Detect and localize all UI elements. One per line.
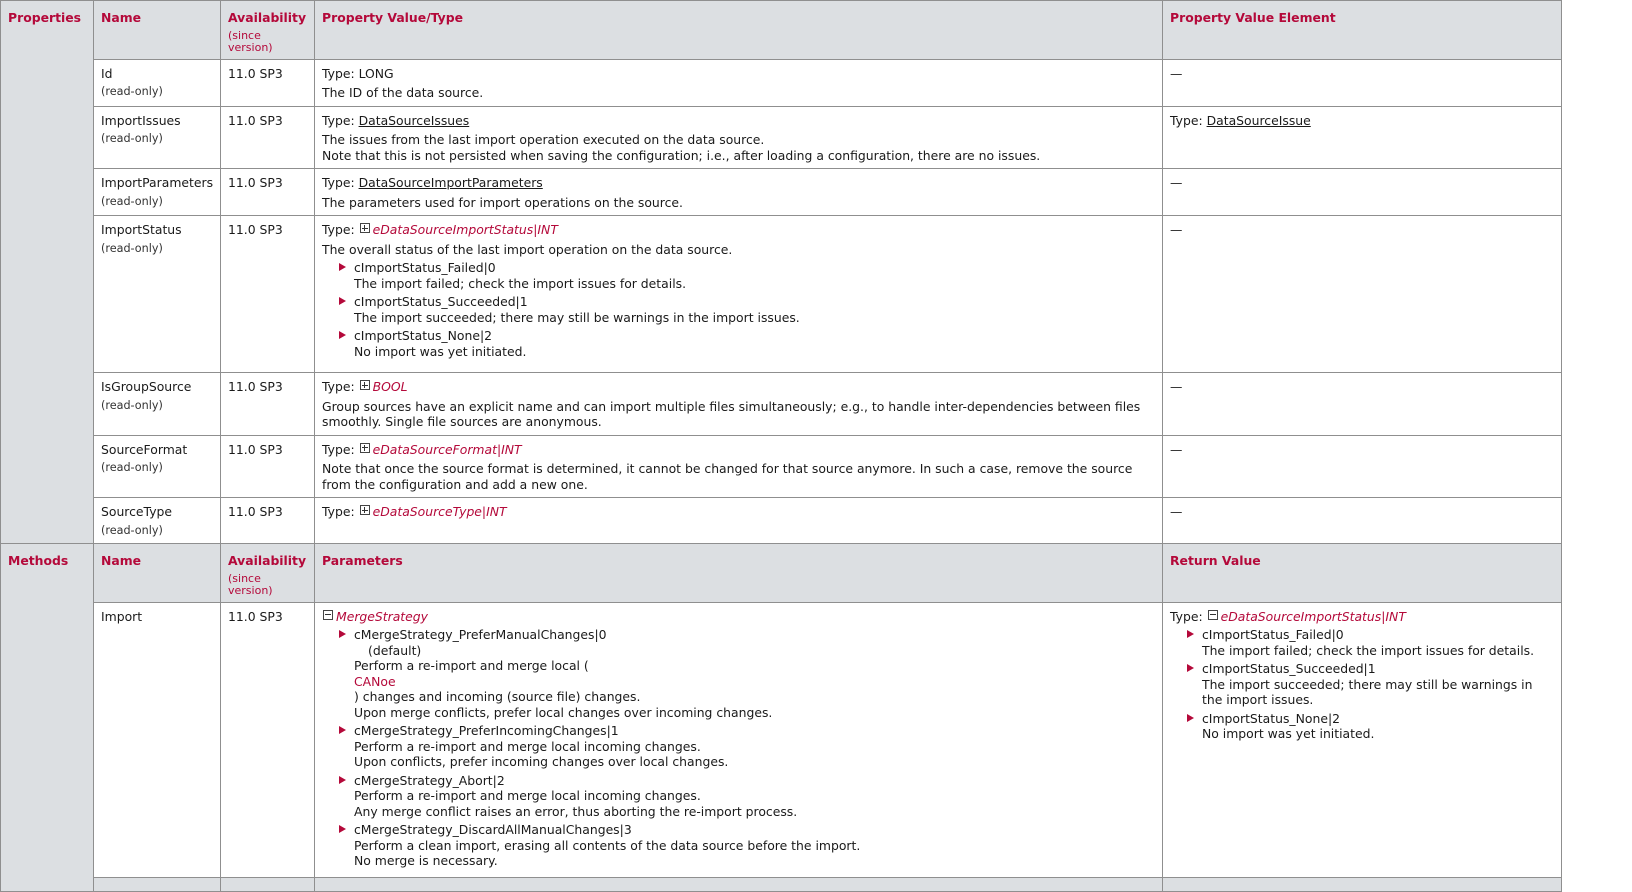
param-value-desc: Perform a re-import and merge local (: [354, 658, 589, 673]
enum-value-desc: No import was yet initiated.: [354, 343, 527, 359]
property-name-cell: [94, 373, 221, 436]
value-type-cell: [315, 169, 1163, 216]
return-value-name: cImportStatus_Failed|0: [1202, 627, 1344, 642]
type-prefix: Type:: [1170, 608, 1207, 624]
read-only-note: (read-only): [101, 523, 163, 537]
value-element: —: [1163, 373, 1562, 436]
description: The parameters used for import operations on the source.: [322, 194, 683, 210]
value-element-cell: [1163, 106, 1562, 169]
collapse-minus-icon[interactable]: [1208, 610, 1218, 620]
properties-header-row: [1, 1, 1562, 60]
availability-value: 11.0 SP3: [221, 106, 315, 169]
value-element: —: [1163, 169, 1562, 216]
return-value-item: [1187, 711, 1554, 742]
param-value-desc2: No merge is necessary.: [354, 853, 498, 868]
availability-sub: (since version): [228, 571, 273, 597]
property-name: ImportStatus: [101, 222, 182, 237]
description: Group sources have an explicit name and can import multiple files simultaneously; e.g., to handle inter-dependencies between files smoothly. Single file sources are anonymous.: [322, 398, 1141, 429]
return-value-item: [1187, 627, 1554, 658]
col-header-name: Name: [94, 1, 221, 60]
param-value-desc2: Upon conflicts, prefer incoming changes over local changes.: [354, 754, 729, 769]
availability-value: 11.0 SP3: [221, 373, 315, 436]
property-row-importstatus: [1, 216, 1562, 373]
enum-type-name[interactable]: eDataSourceFormat|INT: [372, 441, 522, 457]
availability-label: Availability: [228, 553, 307, 568]
return-value-desc: The import succeeded; there may still be warnings in the import issues.: [1202, 676, 1533, 707]
availability-value: 11.0 SP3: [221, 498, 315, 544]
return-value-cell: [1163, 602, 1562, 877]
col-header-value-element: Property Value Element: [1163, 1, 1562, 60]
description: The ID of the data source.: [322, 85, 484, 100]
type-prefix: Type:: [322, 504, 359, 519]
enum-value-item: [339, 328, 1155, 359]
collapse-minus-icon[interactable]: [323, 610, 333, 620]
enum-type-name[interactable]: eDataSourceType|INT: [372, 504, 507, 519]
enum-value-desc: The import succeeded; there may still be warnings in the import issues.: [354, 309, 800, 325]
return-value-desc: No import was yet initiated.: [1202, 726, 1375, 741]
description-note: Note that this is not persisted when saving the configuration; i.e., after loading a configuration, there are no issues.: [322, 147, 1041, 163]
property-row-sourcetype: [1, 498, 1562, 544]
col-header-value-type: Property Value/Type: [315, 1, 1163, 60]
default-marker: (default): [368, 642, 422, 658]
parameters-cell: [315, 602, 1163, 877]
type-prefix: Type:: [322, 222, 359, 237]
param-value-desc: ) changes and incoming (source file) changes.: [354, 689, 641, 704]
return-type-name[interactable]: eDataSourceImportStatus|INT: [1220, 608, 1406, 624]
property-name-cell: [94, 169, 221, 216]
param-value-item: [339, 627, 1155, 720]
availability-sub: (since version): [228, 28, 273, 54]
type-link-datasourceissue[interactable]: DataSourceIssue: [1206, 112, 1311, 128]
expand-plus-icon[interactable]: [360, 505, 370, 515]
param-value-desc: Perform a clean import, erasing all contents of the data source before the import.: [354, 837, 861, 853]
type-prefix: Type:: [1170, 112, 1207, 128]
property-name: ImportParameters: [101, 175, 214, 190]
read-only-note: (read-only): [101, 398, 163, 412]
availability-value: 11.0 SP3: [221, 59, 315, 106]
description: Note that once the source format is determined, it cannot be changed for that source anymore. In such a case, remove the source from the configuration and add a new one.: [322, 461, 1133, 492]
methods-header-row: [1, 544, 1562, 603]
type-link-datasourceissues[interactable]: DataSourceIssues: [358, 112, 470, 128]
col-header-name: Name: [94, 544, 221, 603]
type-name: LONG: [358, 65, 394, 81]
availability-value: 11.0 SP3: [221, 169, 315, 216]
enum-value-list: [322, 260, 1155, 359]
read-only-note: (read-only): [101, 85, 163, 98]
enum-type-name[interactable]: eDataSourceImportStatus|INT: [372, 222, 558, 237]
param-value-name: cMergeStrategy_DiscardAllManualChanges|3: [354, 822, 632, 837]
read-only-note: (read-only): [101, 132, 163, 145]
availability-label: Availability: [228, 10, 307, 25]
description: The overall status of the last import operation on the data source.: [322, 241, 733, 257]
param-value-desc2: Upon merge conflicts, prefer local changes over incoming changes.: [354, 704, 773, 720]
property-name-cell: [94, 106, 221, 169]
col-header-return-value: Return Value: [1163, 544, 1562, 603]
property-name: Id: [101, 65, 113, 81]
expand-plus-icon[interactable]: [360, 380, 370, 390]
description: The issues from the last import operation executed on the data source.: [322, 132, 765, 147]
type-link-datasourceimportparameters[interactable]: DataSourceImportParameters: [358, 175, 543, 190]
param-name[interactable]: MergeStrategy: [336, 608, 428, 624]
return-value-name: cImportStatus_None|2: [1202, 710, 1340, 726]
param-value-desc: Perform a re-import and merge local incoming changes.: [354, 788, 701, 803]
property-row-isgroupsource: [1, 373, 1562, 436]
read-only-note: (read-only): [101, 194, 163, 208]
availability-value: 11.0 SP3: [221, 216, 315, 373]
cell-edge: [1163, 877, 1562, 891]
value-type-cell: [315, 435, 1163, 498]
enum-type-name[interactable]: BOOL: [372, 379, 408, 394]
property-name: SourceType: [101, 504, 173, 519]
col-header-availability: [221, 1, 315, 60]
return-value-desc: The import failed; check the import issues for details.: [1202, 642, 1535, 658]
property-row-importparameters: [1, 169, 1562, 216]
property-row-importissues: [1, 106, 1562, 169]
type-prefix: Type:: [322, 175, 359, 190]
properties-section-label: Properties: [1, 1, 94, 544]
expand-plus-icon[interactable]: [360, 223, 370, 233]
expand-plus-icon[interactable]: [360, 443, 370, 453]
value-element: —: [1163, 498, 1562, 544]
type-prefix: Type:: [322, 65, 359, 81]
col-header-availability: [221, 544, 315, 603]
type-prefix: Type:: [322, 441, 359, 457]
param-value-name: cMergeStrategy_PreferIncomingChanges|1: [354, 723, 619, 738]
property-name: IsGroupSource: [101, 379, 192, 394]
next-row-edge: [1, 877, 1562, 891]
col-header-parameters: Parameters: [315, 544, 1163, 603]
enum-value-name: cImportStatus_Succeeded|1: [354, 294, 528, 309]
availability-value: 11.0 SP3: [221, 435, 315, 498]
value-element: —: [1163, 216, 1562, 373]
method-row-import: [1, 602, 1562, 877]
param-value-name: cMergeStrategy_Abort|2: [354, 772, 505, 788]
availability-value: 11.0 SP3: [221, 602, 315, 877]
canoe-highlight: CANoe: [354, 673, 396, 689]
param-value-name: cMergeStrategy_PreferManualChanges|0: [354, 627, 607, 642]
value-element: —: [1163, 59, 1562, 106]
enum-value-item: [339, 294, 1155, 325]
read-only-note: (read-only): [101, 241, 163, 255]
value-type-cell: [315, 373, 1163, 436]
enum-value-desc: The import failed; check the import issues for details.: [354, 275, 687, 291]
value-type-cell: [315, 106, 1163, 169]
value-type-cell: [315, 498, 1163, 544]
read-only-note: (read-only): [101, 461, 163, 474]
enum-value-item: [339, 260, 1155, 291]
property-row-sourceformat: [1, 435, 1562, 498]
value-type-cell: [315, 216, 1163, 373]
param-value-desc2: Any merge conflict raises an error, thus aborting the re-import process.: [354, 803, 798, 819]
type-prefix: Type:: [322, 112, 359, 128]
value-element: —: [1163, 435, 1562, 498]
property-name-cell: [94, 498, 221, 544]
property-name-cell: [94, 435, 221, 498]
property-name-cell: [94, 216, 221, 373]
enum-value-name: cImportStatus_None|2: [354, 328, 492, 343]
param-value-item: [339, 723, 1155, 770]
type-prefix: Type:: [322, 379, 359, 394]
param-value-item: [339, 773, 1155, 820]
param-value-desc: Perform a re-import and merge local incoming changes.: [354, 738, 701, 754]
enum-value-name: cImportStatus_Failed|0: [354, 260, 496, 275]
property-name: SourceFormat: [101, 441, 188, 457]
return-value-name: cImportStatus_Succeeded|1: [1202, 661, 1376, 676]
return-value-list: [1170, 627, 1554, 742]
param-value-list: [322, 627, 1155, 869]
methods-section-label: Methods: [1, 544, 94, 892]
cell-edge: [315, 877, 1163, 891]
method-name: Import: [94, 602, 221, 877]
cell-edge: [94, 877, 221, 891]
value-type-cell: [315, 59, 1163, 106]
return-value-item: [1187, 661, 1554, 708]
property-name: ImportIssues: [101, 112, 181, 128]
property-name-cell: [94, 59, 221, 106]
property-row-id: [1, 59, 1562, 106]
cell-edge: [221, 877, 315, 891]
